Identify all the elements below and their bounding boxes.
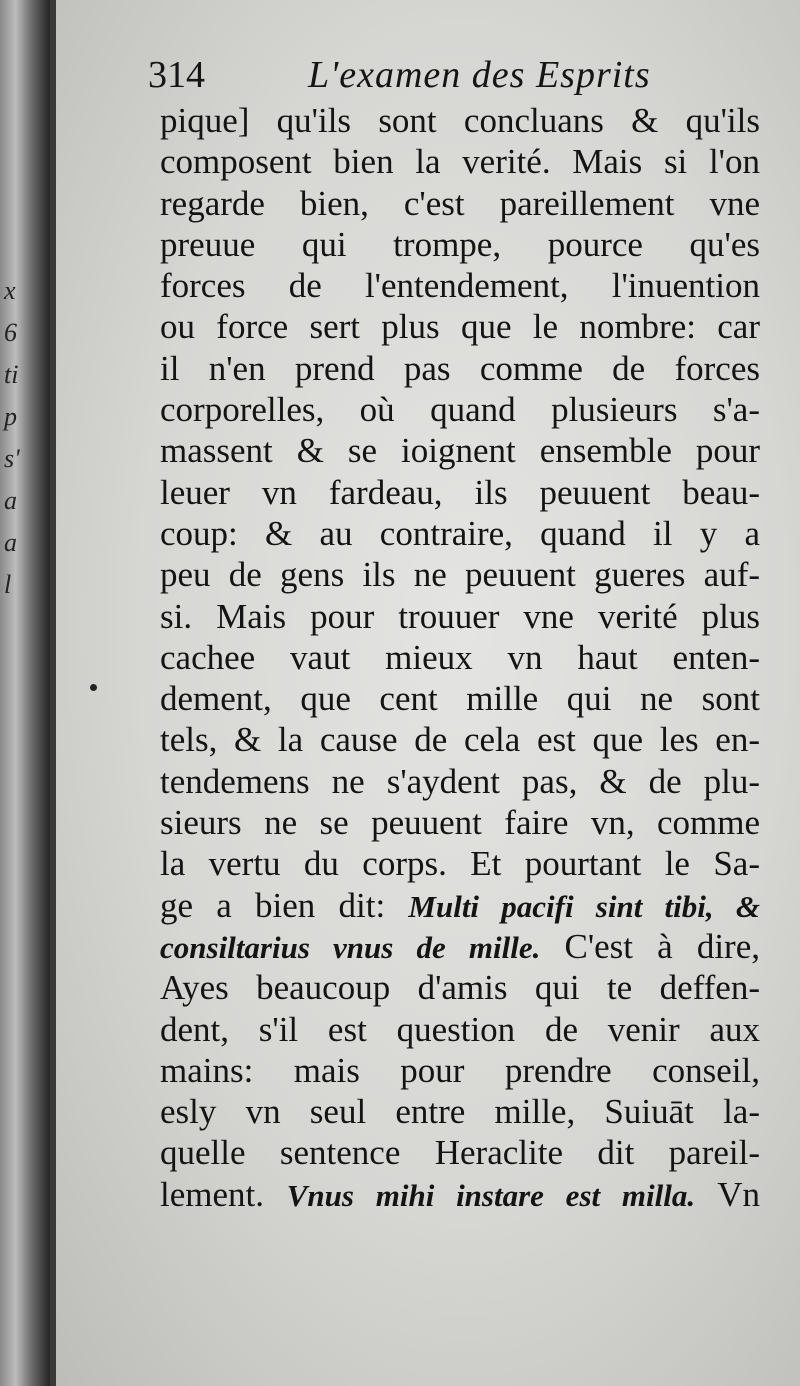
text-line: pique] qu'ils sont concluans & qu'ils: [160, 101, 760, 140]
text-line: Ayes beaucoup d'amis qui te deffen-: [160, 968, 760, 1008]
text-line: composent bien la verité. Mais si l'on: [160, 142, 760, 182]
previous-page-margin: [0, 0, 42, 1386]
latin-quotation: Vnus mihi instare est milla.: [286, 1177, 696, 1213]
text-line: tendemens ne s'aydent pas, & de plu-: [160, 761, 760, 801]
text-line: forces de l'entendement, l'inuention: [160, 266, 760, 306]
text-line: dent, s'il est question de venir aux: [160, 1009, 760, 1049]
margin-fragment: a: [4, 528, 17, 557]
text-run: C'est à dire,: [540, 926, 760, 966]
text-line: [160, 885, 760, 926]
text-line: mains: mais pour prendre conseil,: [160, 1050, 760, 1090]
text-run: lement.: [160, 1174, 287, 1214]
text-line: ou force sert plus que le nombre: car: [160, 307, 760, 347]
text-line: cachee vaut mieux vn haut enten-: [160, 637, 760, 677]
text-line: corporelles, où quand plusieurs s'a-: [160, 390, 760, 430]
text-line: tels, & la cause de cela est que les en-: [160, 720, 760, 760]
text-line: peu de gens ils ne peuuent gueres auf-: [160, 555, 760, 595]
margin-fragment: a: [4, 486, 17, 515]
body-text: [160, 100, 760, 1215]
ink-speck: [90, 684, 97, 691]
running-head: [148, 50, 708, 100]
text-line: regarde bien, c'est pareillement vne: [160, 183, 760, 223]
text-run: Vn: [695, 1174, 760, 1214]
latin-quotation: Multi pacifi sint tibi, &: [408, 888, 760, 924]
text-line: esly vn seul entre mille, Suiuāt la-: [160, 1092, 760, 1132]
latin-quotation: consiltarius vnus de mille.: [160, 929, 541, 965]
margin-fragment: s': [4, 444, 20, 473]
text-line: leuer vn fardeau, ils peuuent beau-: [160, 472, 760, 512]
margin-fragment: p: [4, 402, 17, 431]
text-line: [160, 926, 760, 967]
text-line: sieurs ne se peuuent faire vn, comme: [160, 803, 760, 843]
margin-fragment: ti: [4, 360, 19, 389]
margin-fragment: l: [4, 570, 12, 599]
text-line: la vertu du corps. Et pourtant le Sa-: [160, 844, 760, 884]
text-line: coup: & au contraire, quand il y a: [160, 513, 760, 553]
margin-fragments: [4, 270, 40, 606]
text-line: preuue qui trompe, pource qu'es: [160, 224, 760, 264]
text-line: dement, que cent mille qui ne sont: [160, 679, 760, 719]
page-edge: [50, 0, 56, 1386]
text-line: quelle sentence Heraclite dit pareil-: [160, 1133, 760, 1173]
running-title: L'examen des Esprits: [308, 54, 651, 96]
text-run: ge a bien dit:: [160, 885, 409, 925]
margin-fragment: 6: [4, 318, 17, 347]
text-line: massent & se ioignent ensemble pour: [160, 431, 760, 471]
text-line: il n'en prend pas comme de forces: [160, 348, 760, 388]
text-line: [160, 1174, 760, 1215]
text-line: si. Mais pour trouuer vne verité plus: [160, 596, 760, 636]
page-number: 314: [148, 54, 205, 96]
margin-fragment: x: [4, 276, 16, 305]
